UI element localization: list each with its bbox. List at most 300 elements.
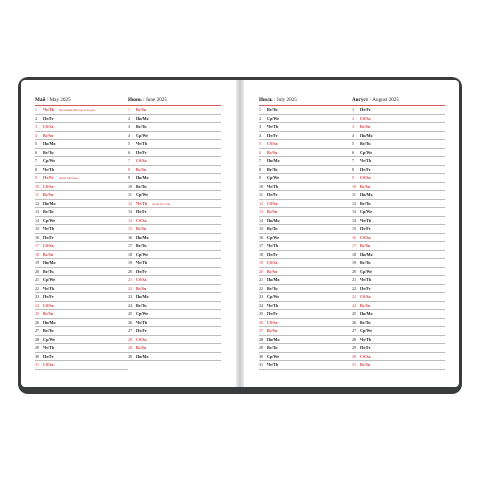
day-row (35, 166, 128, 175)
month-column-august (352, 97, 445, 370)
day-row (259, 191, 352, 200)
month-name: Июнь (128, 97, 142, 103)
day-number: 25 (35, 311, 40, 316)
weekday-label: Сб/Sa (360, 294, 371, 299)
weekday-label: Пн/Mo (43, 141, 56, 146)
day-number: 3 (352, 124, 355, 129)
day-row (128, 217, 221, 226)
weekday-label: Пт/Fr (43, 234, 54, 240)
weekday-label: Ср/We (267, 115, 280, 121)
day-number: 23 (128, 294, 133, 299)
weekday-label: Пт/Fr (360, 226, 371, 231)
day-number: 19 (259, 260, 264, 265)
weekday-label: Вт/Tu (43, 209, 54, 214)
day-number: 16 (35, 234, 40, 240)
weekday-label: Вс/Su (43, 251, 54, 257)
day-number: 22 (352, 285, 357, 291)
day-number: 29 (35, 345, 40, 350)
day-row (352, 268, 445, 277)
weekday-label: Чт/Th (43, 345, 55, 350)
weekday-label: Сб/Sa (136, 277, 147, 282)
weekday-label: Сб/Sa (360, 234, 371, 240)
day-number: 5 (35, 141, 38, 146)
day-number: 10 (259, 183, 264, 189)
weekday-label: Пт/Fr (43, 353, 54, 359)
weekday-label: Ср/We (43, 158, 56, 163)
day-number: 5 (128, 141, 131, 146)
day-number: 21 (259, 277, 264, 282)
weekday-label: Пн/Mo (43, 260, 56, 265)
day-number: 11 (128, 192, 132, 197)
day-number: 4 (128, 132, 131, 138)
day-row (128, 310, 221, 319)
day-row (352, 327, 445, 336)
day-row (128, 191, 221, 200)
day-number: 2 (352, 115, 355, 121)
day-row (259, 336, 352, 345)
day-number: 13 (352, 209, 357, 214)
weekday-label: Ср/We (43, 217, 56, 223)
day-number: 30 (259, 353, 264, 359)
day-row (259, 166, 352, 175)
weekday-label: Пн/Mo (136, 175, 149, 180)
weekday-label: Пн/Mo (267, 336, 280, 342)
weekday-label: Вс/Su (136, 226, 147, 231)
day-number: 28 (259, 336, 264, 342)
weekday-label: Сб/Sa (136, 217, 147, 223)
day-row (128, 115, 221, 124)
day-row (35, 208, 128, 217)
day-row (352, 251, 445, 260)
day-row (352, 157, 445, 166)
day-number: 20 (259, 268, 264, 274)
weekday-label: Вс/Su (360, 243, 371, 248)
day-number: 6 (352, 149, 355, 155)
weekday-label: Чт/Th (136, 141, 148, 146)
day-number: 11 (35, 192, 39, 197)
weekday-label: Пт/Fr (136, 328, 147, 333)
weekday-label: Сб/Sa (267, 319, 278, 325)
weekday-label: Чт/Th (267, 183, 279, 189)
day-number: 7 (35, 158, 38, 163)
weekday-label: Чт/Th (360, 217, 372, 223)
month-name: Июль (259, 97, 273, 103)
day-number: 15 (128, 226, 133, 231)
day-row (128, 259, 221, 268)
day-number: 1 (352, 107, 355, 112)
day-number: 30 (352, 353, 357, 359)
day-row (128, 123, 221, 132)
day-number: 2 (128, 115, 131, 121)
day-row (35, 319, 128, 328)
day-list (352, 106, 445, 370)
day-row (259, 123, 352, 132)
weekday-label: Вт/Tu (136, 183, 147, 189)
day-row (128, 149, 221, 158)
day-row (128, 200, 221, 209)
day-number: 18 (35, 251, 40, 257)
month-column-june (128, 97, 221, 361)
weekday-label: Пт/Fr (267, 192, 278, 197)
day-number: 24 (259, 302, 264, 308)
day-number: 2 (259, 115, 262, 121)
month-header: Июль / July 2025 (259, 97, 352, 106)
weekday-label: Сб/Sa (43, 302, 54, 308)
day-row (259, 344, 352, 353)
weekday-label: Вс/Su (267, 268, 278, 274)
day-row (352, 191, 445, 200)
day-number: 7 (259, 158, 262, 163)
day-row (128, 242, 221, 251)
day-number: 24 (352, 302, 357, 308)
day-number: 30 (35, 353, 40, 359)
day-row (259, 140, 352, 149)
day-number: 15 (259, 226, 264, 231)
day-row (35, 123, 128, 132)
day-number: 29 (352, 345, 357, 350)
day-row (352, 302, 445, 311)
day-row (35, 327, 128, 336)
weekday-label: Пт/Fr (136, 268, 147, 274)
weekday-label: Сб/Sa (43, 124, 54, 129)
day-number: 8 (259, 166, 262, 172)
day-row (128, 183, 221, 192)
day-list (128, 106, 221, 361)
weekday-label: Ср/We (360, 149, 373, 155)
weekday-label: Пт/Fr (43, 294, 54, 299)
day-row (128, 285, 221, 294)
day-number: 20 (35, 268, 40, 274)
day-number: 3 (35, 124, 38, 129)
day-number: 4 (35, 132, 38, 138)
day-number: 31 (259, 362, 264, 367)
day-number: 12 (259, 200, 264, 206)
day-number: 6 (259, 149, 262, 155)
day-number: 23 (352, 294, 357, 299)
day-row (35, 157, 128, 166)
day-row (128, 132, 221, 141)
day-row (352, 259, 445, 268)
day-number: 21 (35, 277, 40, 282)
day-number: 26 (259, 319, 264, 325)
day-number: 16 (128, 234, 133, 240)
weekday-label: Пн/Mo (136, 115, 149, 121)
day-row (352, 336, 445, 345)
day-row (352, 174, 445, 183)
weekday-label: Чт/Th (360, 277, 372, 282)
day-row (352, 115, 445, 124)
day-number: 13 (259, 209, 264, 214)
day-number: 27 (128, 328, 133, 333)
day-row (259, 276, 352, 285)
day-row (35, 174, 128, 183)
weekday-label: Пт/Fr (43, 115, 54, 121)
holiday-note: День России (152, 201, 171, 206)
day-row (352, 140, 445, 149)
month-name: Август (352, 97, 369, 103)
month-header: Май / May 2025 (35, 97, 128, 106)
day-number: 9 (35, 175, 38, 180)
day-number: 24 (128, 302, 133, 308)
day-row (128, 208, 221, 217)
day-row (35, 285, 128, 294)
weekday-label: Ср/We (136, 132, 149, 138)
day-number: 3 (259, 124, 262, 129)
month-column-may (35, 97, 128, 370)
weekday-label: Ср/We (360, 209, 373, 214)
day-number: 22 (259, 285, 264, 291)
day-row (259, 225, 352, 234)
day-number: 7 (128, 158, 131, 163)
day-number: 29 (259, 345, 264, 350)
day-row (259, 132, 352, 141)
weekday-label: Чт/Th (360, 336, 372, 342)
day-row (259, 302, 352, 311)
day-number: 18 (259, 251, 264, 257)
day-number: 19 (128, 260, 133, 265)
day-row (128, 353, 221, 362)
day-row (259, 319, 352, 328)
weekday-label: Сб/Sa (136, 336, 147, 342)
weekday-label: Вс/Su (136, 107, 147, 112)
day-number: 12 (352, 200, 357, 206)
day-row (259, 327, 352, 336)
month-name: Май (35, 97, 46, 103)
weekday-label: Пн/Mo (136, 294, 149, 299)
weekday-label: Вт/Tu (267, 285, 278, 291)
day-row (35, 293, 128, 302)
weekday-label: Ср/We (43, 277, 56, 282)
day-number: 22 (128, 285, 133, 291)
weekday-label: Пт/Fr (267, 132, 278, 138)
day-number: 17 (352, 243, 357, 248)
weekday-label: Ср/We (136, 251, 149, 257)
day-row (259, 106, 352, 115)
day-row (259, 285, 352, 294)
day-number: 8 (35, 166, 38, 172)
day-number: 27 (35, 328, 40, 333)
day-row (259, 310, 352, 319)
day-number: 29 (128, 345, 133, 350)
day-row (352, 353, 445, 362)
day-number: 18 (352, 251, 357, 257)
day-row (352, 293, 445, 302)
day-number: 10 (352, 183, 357, 189)
day-number: 9 (352, 175, 355, 180)
day-row (128, 344, 221, 353)
day-number: 6 (128, 149, 131, 155)
weekday-label: Ср/We (136, 311, 149, 316)
weekday-label: Пт/Fr (267, 311, 278, 316)
day-row (352, 166, 445, 175)
day-number: 23 (259, 294, 264, 299)
weekday-label: Вт/Tu (136, 302, 147, 308)
day-number: 15 (35, 226, 40, 231)
day-row (35, 132, 128, 141)
month-subtitle: May 2025 (49, 97, 71, 103)
day-number: 5 (259, 141, 262, 146)
day-row (128, 268, 221, 277)
weekday-label: Вт/Tu (267, 226, 278, 231)
day-number: 12 (128, 200, 133, 206)
day-number: 3 (128, 124, 131, 129)
weekday-label: Пт/Fr (136, 149, 147, 155)
day-number: 1 (259, 107, 262, 112)
day-number: 6 (35, 149, 38, 155)
day-row (35, 353, 128, 362)
day-number: 8 (128, 166, 131, 172)
day-row (352, 242, 445, 251)
weekday-label: Ср/We (360, 328, 373, 333)
day-number: 12 (35, 200, 40, 206)
day-row (259, 361, 352, 370)
weekday-label: Сб/Sa (360, 175, 371, 180)
weekday-label: Вт/Tu (136, 243, 147, 248)
day-number: 10 (128, 183, 133, 189)
day-row (35, 251, 128, 260)
weekday-label: Чт/Th (43, 226, 55, 231)
day-number: 14 (128, 217, 133, 223)
weekday-label: Вт/Tu (360, 141, 371, 146)
day-row (352, 276, 445, 285)
day-row (35, 310, 128, 319)
weekday-label: Чт/Th (136, 200, 148, 206)
day-row (128, 251, 221, 260)
weekday-label: Вс/Su (360, 302, 371, 308)
day-row (352, 200, 445, 209)
day-row (259, 251, 352, 260)
day-row (35, 361, 128, 370)
day-number: 31 (35, 362, 40, 367)
day-row (259, 217, 352, 226)
weekday-label: Вт/Tu (43, 149, 54, 155)
day-row (128, 166, 221, 175)
weekday-label: Чт/Th (267, 243, 279, 248)
day-number: 22 (35, 285, 40, 291)
weekday-label: Ср/We (267, 234, 280, 240)
day-row (35, 115, 128, 124)
weekday-label: Сб/Sa (360, 115, 371, 121)
weekday-label: Сб/Sa (267, 141, 278, 146)
day-number: 4 (352, 132, 355, 138)
day-number: 8 (352, 166, 355, 172)
day-number: 27 (352, 328, 357, 333)
day-number: 25 (128, 311, 133, 316)
day-number: 24 (35, 302, 40, 308)
weekday-label: Вс/Su (43, 311, 54, 316)
day-row (35, 106, 128, 115)
day-number: 13 (128, 209, 133, 214)
day-number: 21 (128, 277, 133, 282)
day-row (35, 191, 128, 200)
weekday-label: Чт/Th (43, 285, 55, 291)
day-row (35, 259, 128, 268)
day-row (259, 208, 352, 217)
day-number: 28 (35, 336, 40, 342)
day-row (128, 174, 221, 183)
day-number: 18 (128, 251, 133, 257)
weekday-label: Ср/We (136, 192, 149, 197)
weekday-label: Чт/Th (136, 260, 148, 265)
day-number: 19 (352, 260, 357, 265)
weekday-label: Вт/Tu (267, 107, 278, 112)
day-list (259, 106, 352, 370)
day-number: 28 (128, 336, 133, 342)
day-row (259, 157, 352, 166)
day-number: 7 (352, 158, 355, 163)
day-row (128, 327, 221, 336)
weekday-label: Чт/Th (267, 302, 279, 308)
day-row (352, 217, 445, 226)
weekday-label: Пн/Mo (267, 158, 280, 163)
weekday-label: Пн/Mo (360, 311, 373, 316)
day-row (352, 132, 445, 141)
day-row (352, 123, 445, 132)
day-row (35, 183, 128, 192)
day-number: 26 (352, 319, 357, 325)
day-row (128, 276, 221, 285)
day-row (259, 183, 352, 192)
day-number: 16 (259, 234, 264, 240)
weekday-label: Вс/Su (360, 362, 371, 367)
day-row (128, 106, 221, 115)
weekday-label: Вт/Tu (267, 166, 278, 172)
day-row (128, 319, 221, 328)
day-row (128, 234, 221, 243)
day-row (352, 225, 445, 234)
weekday-label: Пт/Fr (360, 285, 371, 291)
weekday-label: Пн/Mo (360, 251, 373, 257)
weekday-label: Ср/We (360, 268, 373, 274)
weekday-label: Ср/We (267, 353, 280, 359)
weekday-label: Вс/Su (267, 209, 278, 214)
day-row (259, 353, 352, 362)
holiday-note: Праздник Весны и Труда (59, 108, 96, 112)
weekday-label: Чт/Th (267, 124, 279, 129)
day-number: 23 (35, 294, 40, 299)
weekday-label: Вт/Tu (360, 260, 371, 265)
day-row (352, 234, 445, 243)
day-row (128, 302, 221, 311)
day-number: 2 (35, 115, 38, 121)
weekday-label: Сб/Sa (43, 183, 54, 189)
weekday-label: Вс/Su (136, 285, 147, 291)
day-row (35, 242, 128, 251)
day-number: 4 (259, 132, 262, 138)
weekday-label: Сб/Sa (136, 158, 147, 163)
day-row (352, 319, 445, 328)
weekday-label: Сб/Sa (360, 353, 371, 359)
day-number: 21 (352, 277, 357, 282)
day-row (128, 225, 221, 234)
day-number: 17 (128, 243, 133, 248)
weekday-label: Чт/Th (360, 158, 372, 163)
day-row (35, 217, 128, 226)
day-number: 17 (35, 243, 40, 248)
weekday-label: Вт/Tu (43, 328, 54, 333)
weekday-label: Пн/Mo (136, 234, 149, 240)
day-number: 14 (259, 217, 264, 223)
day-row (259, 149, 352, 158)
weekday-label: Ср/We (267, 294, 280, 299)
weekday-label: Ср/We (43, 336, 56, 342)
weekday-label: Вт/Tu (136, 124, 147, 129)
day-number: 25 (352, 311, 357, 316)
weekday-label: Пт/Fr (43, 175, 54, 180)
day-number: 9 (259, 175, 262, 180)
weekday-label: Пт/Fr (360, 107, 371, 112)
weekday-label: Вс/Su (136, 166, 147, 172)
